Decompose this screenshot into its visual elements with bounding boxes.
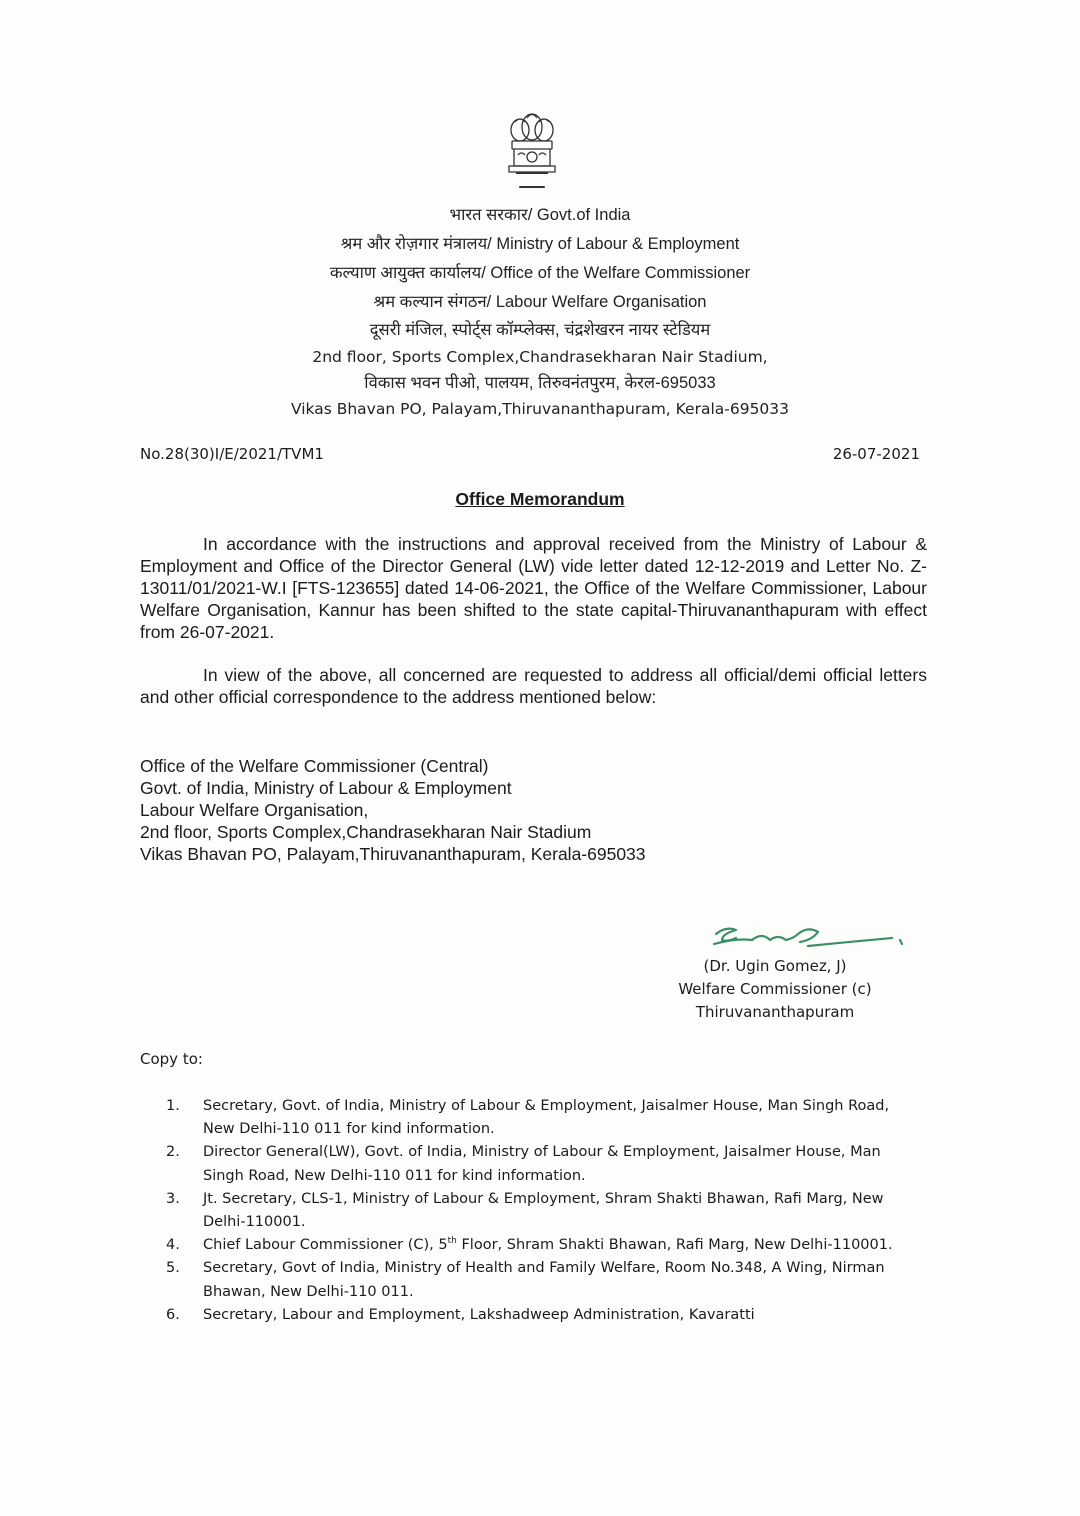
header-organisation: श्रम कल्यान संगठन/ Labour Welfare Organisation <box>373 293 707 311</box>
list-item-text: Secretary, Labour and Employment, Lakshadweep Administration, Kavaratti <box>203 1306 755 1323</box>
header-address-hindi-1: दूसरी मंजिल, स्पोर्ट्स कॉम्प्लेक्स, चंद्रशेखरन नायर स्टेडियम <box>369 321 711 339</box>
list-item-number: 3. <box>166 1190 180 1207</box>
list-item <box>166 1095 906 1141</box>
list-item-number: 6. <box>166 1306 180 1323</box>
list-item <box>166 1188 906 1234</box>
signatory-name: (Dr. Ugin Gomez, J) <box>703 957 847 975</box>
list-item-text: Director General(LW), Govt. of India, Ministry of Labour & Employment, Jaisalmer House, Man Singh Road, New Delhi-110 011 for kind information. <box>203 1144 881 1184</box>
header-govt: भारत सरकार/ Govt.of India <box>449 206 631 224</box>
copy-to-heading: Copy to: <box>140 1050 203 1068</box>
list-item-text-part: Chief Labour Commissioner (C), 5 <box>203 1237 448 1254</box>
header-office: कल्याण आयुक्त कार्यालय/ Office of the Welfare Commissioner <box>329 264 751 282</box>
memo-paragraph-1: In accordance with the instructions and approval received from the Ministry of Labour & Employment and Office of the Director General (LW) vide letter dated 12-12-2019 and Letter No. Z-13011/01/2021-W.I [FTS-123655] dated 14-06-2021, the Office of the Welfare Commissioner, Labour Welfare Organisation, Kannur has been shifted to the state capital-Thiruvananthapuram with effect from 26-07-2021. <box>140 534 927 642</box>
address-line: Vikas Bhavan PO, Palayam,Thiruvananthapuram, Kerala-695033 <box>140 844 646 864</box>
memo-date: 26-07-2021 <box>832 445 920 463</box>
list-item <box>166 1141 906 1187</box>
list-item-text: Secretary, Govt. of India, Ministry of Labour & Employment, Jaisalmer House, Man Singh Road, New Delhi-110 011 for kind information. <box>203 1098 890 1138</box>
memo-title: Office Memorandum <box>455 489 625 509</box>
list-item-text: Jt. Secretary, CLS-1, Ministry of Labour & Employment, Shram Shakti Bhawan, Rafi Marg, New Delhi-110001. <box>203 1190 884 1231</box>
address-line: 2nd floor, Sports Complex,Chandrasekharan Nair Stadium <box>140 822 592 842</box>
list-item-number: 1. <box>166 1098 180 1114</box>
list-item-number: 4. <box>166 1237 180 1254</box>
header-ministry: श्रम और रोज़गार मंत्रालय/ Ministry of Labour & Employment <box>340 235 740 253</box>
address-line: Office of the Welfare Commissioner (Central) <box>140 756 489 776</box>
signature-block <box>640 955 910 1024</box>
list-item-text-part: Floor, Shram Shakti Bhawan, Rafi Marg, New Delhi-110001. <box>456 1237 893 1254</box>
signature-icon <box>708 918 908 958</box>
header-address-english-2: Vikas Bhavan PO, Palayam,Thiruvananthapuram, Kerala-695033 <box>290 400 790 418</box>
list-item-text <box>203 1237 893 1253</box>
list-item-text: Secretary, Govt of India, Ministry of Health and Family Welfare, Room No.348, A Wing, Nirman Bhawan, New Delhi-110 011. <box>203 1260 885 1300</box>
reference-number: No.28(30)I/E/2021/TVM1 <box>140 445 324 463</box>
ordinal-suffix: th <box>447 1236 457 1247</box>
list-item-number: 5. <box>166 1260 180 1277</box>
memo-paragraph-2: In view of the above, all concerned are requested to address all official/demi official letters and other official correspondence to the address mentioned below: <box>140 665 927 707</box>
signatory-designation: Welfare Commissioner (c) <box>678 980 872 998</box>
list-item-number: 2. <box>166 1144 180 1161</box>
copy-to-list <box>166 1095 906 1327</box>
new-address-block <box>140 755 646 865</box>
header-address-hindi-2: विकास भवन पीओ, पालयम, तिरुवनंतपुरम, केरल-695033 <box>364 374 716 392</box>
address-line: Govt. of India, Ministry of Labour & Employment <box>140 778 512 798</box>
signatory-place: Thiruvananthapuram <box>695 1003 855 1021</box>
national-emblem-icon <box>503 110 561 196</box>
list-item <box>166 1234 906 1257</box>
list-item <box>166 1304 906 1327</box>
list-item <box>166 1257 906 1303</box>
address-line: Labour Welfare Organisation, <box>140 800 369 820</box>
header-address-english-1: 2nd floor, Sports Complex,Chandrasekharan Nair Stadium, <box>312 348 768 366</box>
